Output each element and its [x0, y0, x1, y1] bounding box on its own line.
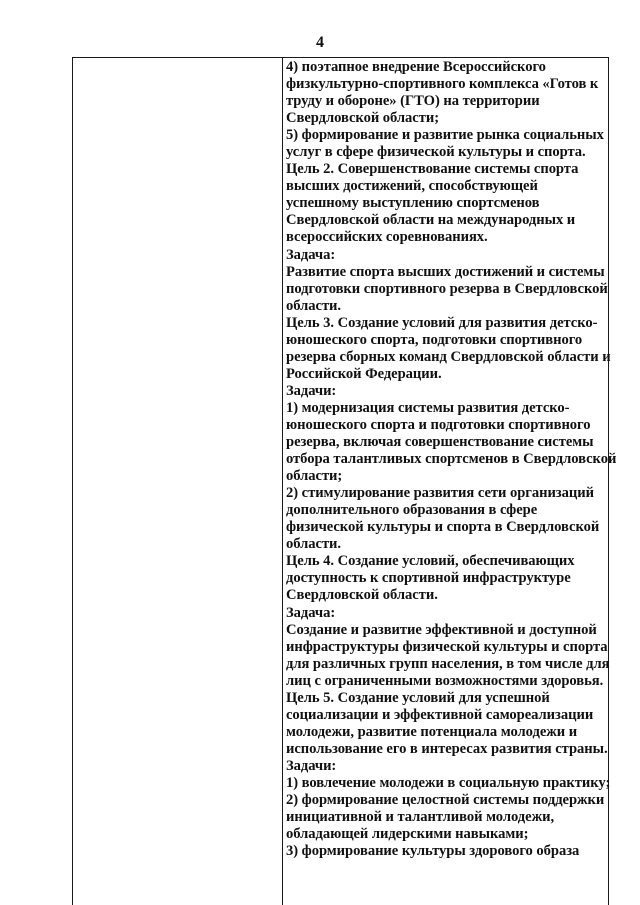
text-line: социализации и эффективной самореализации — [286, 706, 594, 723]
text-line: Задача: — [286, 246, 336, 263]
text-line: доступность к спортивной инфраструктуре — [286, 570, 571, 587]
text-line: услуг в сфере физической культуры и спорта. — [286, 144, 586, 161]
text-line: отбора талантливых спортсменов в Свердловской — [286, 451, 617, 468]
text-line: области. — [286, 297, 342, 314]
text-line: резерва сборных команд Свердловской области и — [286, 348, 611, 365]
text-line: обладающей лидерскими навыками; — [286, 826, 529, 843]
text-line: Свердловской области на международных и — [286, 212, 576, 229]
text-line: инфраструктуры физической культуры и спорта — [286, 638, 608, 655]
table-left-cell — [73, 58, 282, 905]
text-line: подготовки спортивного резерва в Свердловской — [286, 280, 608, 297]
text-line: Задача: — [286, 604, 336, 621]
document-table — [72, 57, 617, 905]
text-line: физической культуры и спорта в Свердловской — [286, 519, 600, 536]
text-line: молодежи, развитие потенциала молодежи и — [286, 723, 578, 740]
text-line: успешному выступлению спортсменов — [286, 195, 540, 212]
text-line: области. — [286, 536, 342, 553]
text-line: юношеского спорта и подготовки спортивного — [286, 416, 591, 433]
text-line: труду и обороне» (ГТО) на территории — [286, 93, 540, 110]
text-line: физкультурно-спортивного комплекса «Готов к — [286, 76, 599, 93]
text-line: 4) поэтапное внедрение Всероссийского — [286, 59, 546, 75]
text-line: Создание и развитие эффективной и доступной — [286, 621, 597, 638]
text-line: Цель 4. Создание условий, обеспечивающих — [286, 553, 575, 570]
text-line: дополнительного образования в сфере — [286, 502, 538, 519]
text-line: области; — [286, 468, 343, 485]
text-line: юношеского спорта, подготовки спортивного — [286, 331, 583, 348]
text-line: 2) формирование целостной системы поддержки — [286, 792, 605, 809]
table-right-cell — [286, 59, 617, 905]
text-line: 3) формирование культуры здорового образа — [286, 843, 580, 860]
text-line: инициативной и талантливой молодежи, — [286, 809, 555, 826]
text-line: Свердловской области. — [286, 587, 438, 604]
text-line: Задачи: — [286, 757, 337, 774]
text-line: всероссийских соревнованиях. — [286, 229, 488, 246]
text-line: 5) формирование и развитие рынка социальных — [286, 127, 604, 144]
text-line: Цель 5. Создание условий для успешной — [286, 689, 550, 706]
text-line: резерва, включая совершенствование системы — [286, 434, 594, 451]
text-line: для различных групп населения, в том числе для — [286, 655, 610, 672]
text-line: Цель 3. Создание условий для развития детско- — [286, 314, 598, 331]
text-line: высших достижений, способствующей — [286, 178, 538, 195]
text-line: Свердловской области; — [286, 110, 440, 127]
text-line: лиц с ограниченными возможностями здоровья. — [286, 672, 604, 689]
text-line: 1) модернизация системы развития детско- — [286, 399, 570, 416]
text-line: Цель 2. Совершенствование системы спорта — [286, 161, 579, 178]
text-line: 1) вовлечение молодежи в социальную практику; — [286, 774, 611, 791]
column-divider — [282, 58, 283, 905]
text-line: Российской Федерации. — [286, 365, 442, 382]
text-line: использование его в интересах развития страны. — [286, 740, 608, 757]
text-line: Развитие спорта высших достижений и системы — [286, 263, 605, 280]
text-line: 2) стимулирование развития сети организаций — [286, 485, 594, 502]
page-number: 4 — [316, 34, 324, 51]
text-line: Задачи: — [286, 382, 337, 399]
